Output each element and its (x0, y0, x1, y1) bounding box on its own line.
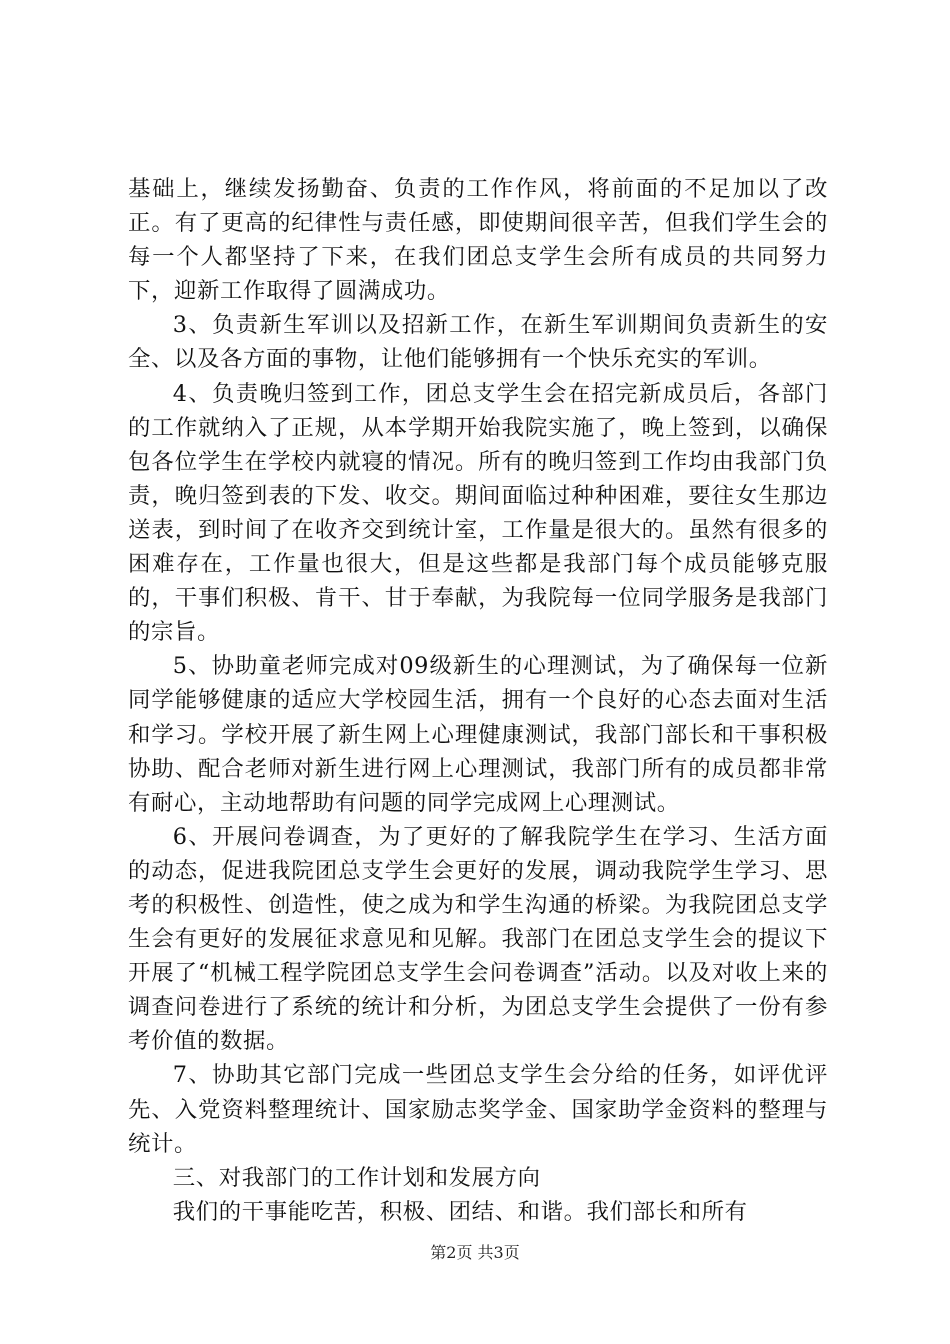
document-body (128, 172, 828, 1229)
paragraph-item-7: 7、协助其它部门完成一些团总支学生会分给的任务，如评优评先、入党资料整理统计、国家励志奖学金、国家助学金资料的整理与统计。 (128, 1062, 828, 1157)
paragraph-continuation: 基础上，继续发扬勤奋、负责的工作作风，将前面的不足加以了改正。有了更高的纪律性与责任感，即使期间很辛苦，但我们学生会的每一个人都坚持了下来，在我们团总支学生会所有成员的共同努力下，迎新工作取得了圆满成功。 (128, 176, 828, 305)
page-footer: 第2页 共3页 (430, 1243, 520, 1262)
paragraph-item-4: 4、负责晚归签到工作，团总支学生会在招完新成员后，各部门的工作就纳入了正规，从本学期开始我院实施了，晚上签到，以确保包各位学生在学校内就寝的情况。所有的晚归签到工作均由我部门负责，晚归签到表的下发、收交。期间面临过种种困难，要往女生那边送表，到时间了在收齐交到统计室，工作量是很大的。虽然有很多的困难存在，工作量也很大，但是这些都是我部门每个成员能够克服的，干事们积极、肯干、甘于奉献，为我院每一位同学服务是我部门的宗旨。 (128, 380, 828, 646)
paragraph-item-6: 6、开展问卷调查，为了更好的了解我院学生在学习、生活方面的动态，促进我院团总支学生会更好的发展，调动我院学生学习、思考的积极性、创造性，使之成为和学生沟通的桥梁。为我院团总支学生会有更好的发展征求意见和见解。我部门在团总支学生会的提议下开展了“机械工程学院团总支学生会问卷调查”活动。以及对收上来的调查问卷进行了系统的统计和分析，为团总支学生会提供了一份有参考价值的数据。 (128, 823, 828, 1055)
paragraph-item-5: 5、协助童老师完成对09级新生的心理测试，为了确保每一位新同学能够健康的适应大学校园生活，拥有一个良好的心态去面对生活和学习。学校开展了新生网上心理健康测试，我部门部长和干事积极协助、配合老师对新生进行网上心理测试，我部门所有的成员都非常有耐心，主动地帮助有问题的同学完成网上心理测试。 (128, 653, 828, 816)
paragraph-item-3: 3、负责新生军训以及招新工作，在新生军训期间负责新生的安全、以及各方面的事物，让他们能够拥有一个快乐充实的军训。 (128, 312, 828, 373)
paragraph-plan: 我们的干事能吃苦，积极、团结、和谐。我们部长和所有 (172, 1198, 748, 1225)
section-heading: 三、对我部门的工作计划和发展方向 (172, 1164, 541, 1191)
